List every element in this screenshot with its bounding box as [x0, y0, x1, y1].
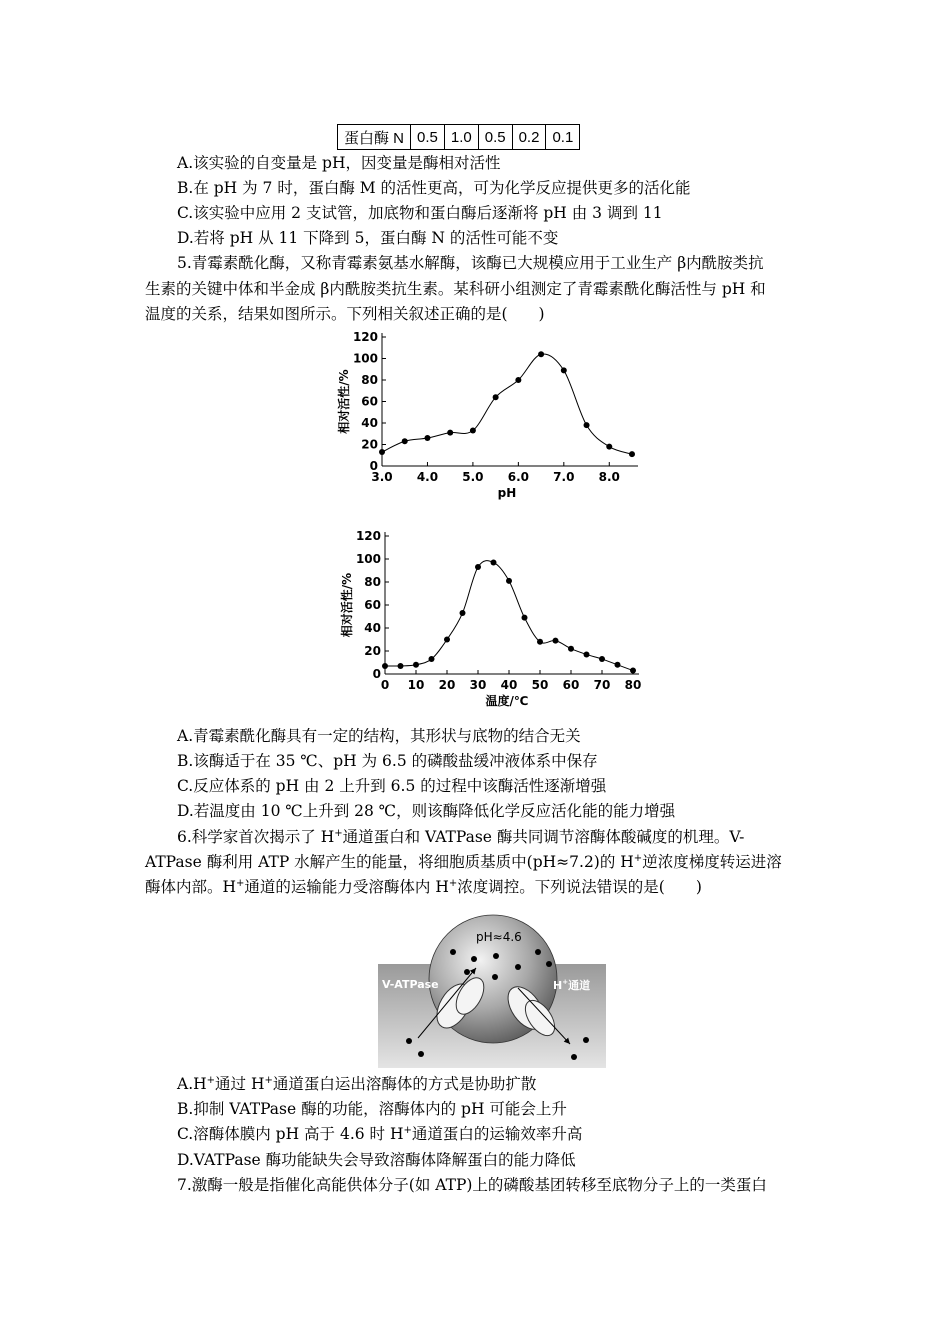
data-point: [537, 639, 543, 645]
lysosome-figure: [378, 908, 606, 1068]
y-tick-label: 40: [361, 416, 378, 430]
table-cell: 0.2: [512, 125, 546, 150]
y-tick-label: 100: [352, 351, 378, 366]
y-tick-label: 120: [352, 330, 378, 344]
y-tick-label: 80: [361, 373, 378, 387]
q5-stem-line-3: 温度的关系，结果如图所示。下列相关叙述正确的是( ): [145, 305, 545, 323]
q4-option-c: C.该实验中应用 2 支试管，加底物和蛋白酶后逐渐将 pH 由 3 调到 11: [177, 204, 663, 222]
data-point: [413, 662, 419, 668]
q4-option-b: B.在 pH 为 7 时，蛋白酶 M 的活性更高，可为化学反应提供更多的活化能: [177, 179, 691, 197]
data-point: [522, 615, 528, 621]
table-cell: 1.0: [444, 125, 478, 150]
q5-stem-line-2: 生素的关键中体和半金成 β内酰胺类抗生素。某科研小组测定了青霉素酰化酶活性与 pH 和: [145, 280, 766, 298]
data-point: [584, 422, 590, 428]
x-tick-label: 80: [624, 678, 642, 692]
x-tick-label: 8.0: [598, 470, 620, 484]
table-cell: 0.5: [478, 125, 512, 150]
y-tick-label: 120: [355, 529, 381, 543]
q7-stem-line-1: 7.激酶一般是指催化高能供体分子(如 ATP)上的磷酸基团转移至底物分子上的一类蛋白: [177, 1176, 767, 1194]
y-tick-label: 20: [364, 644, 381, 658]
x-tick-label: 30: [469, 678, 487, 692]
q4-option-a: A.该实验的自变量是 pH，因变量是酶相对活性: [177, 154, 501, 172]
x-tick-label: 0: [380, 678, 390, 692]
data-point: [382, 663, 388, 669]
q6-stem-line-3: 酶体内部。H+通道的运输能力受溶酶体内 H+浓度调控。下列说法错误的是( ): [145, 878, 702, 896]
q5-option-a: A.青霉素酰化酶具有一定的结构，其形状与底物的结合无关: [177, 727, 581, 745]
data-point: [515, 377, 521, 383]
x-axis-label: 温度/℃: [485, 694, 529, 708]
x-axis-label: pH: [497, 486, 517, 500]
x-tick-label: 4.0: [416, 470, 439, 484]
y-tick-label: 40: [364, 621, 381, 635]
data-point: [561, 367, 567, 373]
q6-option-c: C.溶酶体膜内 pH 高于 4.6 时 H+通道蛋白的运输效率升高: [177, 1125, 583, 1143]
data-point: [630, 668, 636, 674]
q5-stem-line-1: 5.青霉素酰化酶，又称青霉素氨基水解酶，该酶已大规模应用于工业生产 β内酰胺类抗: [177, 254, 764, 272]
y-tick-label: 20: [361, 437, 378, 452]
y-tick-label: 100: [355, 552, 381, 566]
q6-option-d: D.VATPase 酶功能缺失会导致溶酶体降解蛋白的能力降低: [177, 1151, 576, 1169]
y-tick-label: 60: [364, 598, 381, 612]
temperature-activity-chart: [320, 528, 650, 716]
data-point: [402, 438, 408, 444]
table-cell: 0.1: [546, 125, 580, 150]
table-cell: 0.5: [411, 125, 445, 150]
q5-option-c: C.反应体系的 pH 由 2 上升到 6.5 的过程中该酶活性逐渐增强: [177, 777, 607, 795]
data-point: [398, 663, 404, 669]
data-point: [470, 428, 476, 434]
enzyme-table: [337, 124, 580, 150]
x-tick-label: 10: [407, 678, 425, 692]
data-point: [424, 435, 430, 441]
v-atpase-label: V-ATPase: [382, 978, 439, 991]
data-point: [429, 656, 435, 662]
y-tick-label: 0: [372, 667, 381, 681]
series-line: [385, 561, 633, 671]
q5-option-d: D.若温度由 10 ℃上升到 28 ℃，则该酶降低化学反应活化能的能力增强: [177, 802, 676, 820]
data-point: [491, 559, 497, 565]
x-tick-label: 7.0: [553, 470, 575, 484]
x-tick-label: 6.0: [507, 470, 529, 484]
data-point: [606, 444, 612, 450]
x-tick-label: 50: [531, 678, 549, 692]
y-axis-label: 相对活性/%: [337, 369, 351, 434]
x-tick-label: 5.0: [462, 470, 484, 484]
q6-option-a: A.H+通过 H+通道蛋白运出溶酶体的方式是协助扩散: [177, 1075, 537, 1093]
x-tick-label: 40: [500, 678, 518, 692]
h-channel-label: H+通道: [553, 978, 591, 992]
data-point: [599, 656, 605, 662]
data-point: [379, 449, 385, 455]
x-tick-label: 70: [593, 678, 611, 692]
data-point: [568, 646, 574, 652]
q4-option-d: D.若将 pH 从 11 下降到 5，蛋白酶 N 的活性可能不变: [177, 229, 559, 247]
y-tick-label: 0: [369, 459, 378, 473]
data-point: [538, 351, 544, 357]
data-point: [553, 638, 559, 644]
data-point: [444, 637, 450, 643]
table-row-label: 蛋白酶 N: [338, 125, 411, 150]
ph-label: pH≈4.6: [476, 930, 522, 944]
data-point: [493, 394, 499, 400]
data-point: [629, 451, 635, 457]
q5-option-b: B.该酶适于在 35 ℃、pH 为 6.5 的磷酸盐缓冲液体系中保存: [177, 752, 598, 770]
x-tick-label: 60: [562, 678, 580, 692]
y-tick-label: 80: [364, 575, 381, 589]
data-point: [447, 430, 453, 436]
q6-stem-line-2: ATPase 酶利用 ATP 水解产生的能量，将细胞质基质中(pH≈7.2)的 H+逆浓度梯度转运进溶: [145, 853, 782, 871]
data-point: [615, 662, 621, 668]
q6-stem-line-1: 6.科学家首次揭示了 H+通道蛋白和 VATPase 酶共同调节溶酶体酸碱度的机理。V-: [177, 828, 745, 846]
y-tick-label: 60: [361, 394, 378, 409]
ph-activity-chart: [320, 328, 650, 508]
data-point: [584, 651, 590, 657]
series-line: [382, 354, 632, 454]
q6-option-b: B.抑制 VATPase 酶的功能，溶酶体内的 pH 可能会上升: [177, 1100, 567, 1118]
y-axis-label: 相对活性/%: [340, 572, 354, 638]
data-point: [506, 578, 512, 584]
x-tick-label: 3.0: [371, 470, 393, 484]
table-row: [338, 125, 580, 150]
data-point: [475, 564, 481, 570]
x-tick-label: 20: [438, 678, 456, 692]
data-point: [460, 610, 466, 616]
